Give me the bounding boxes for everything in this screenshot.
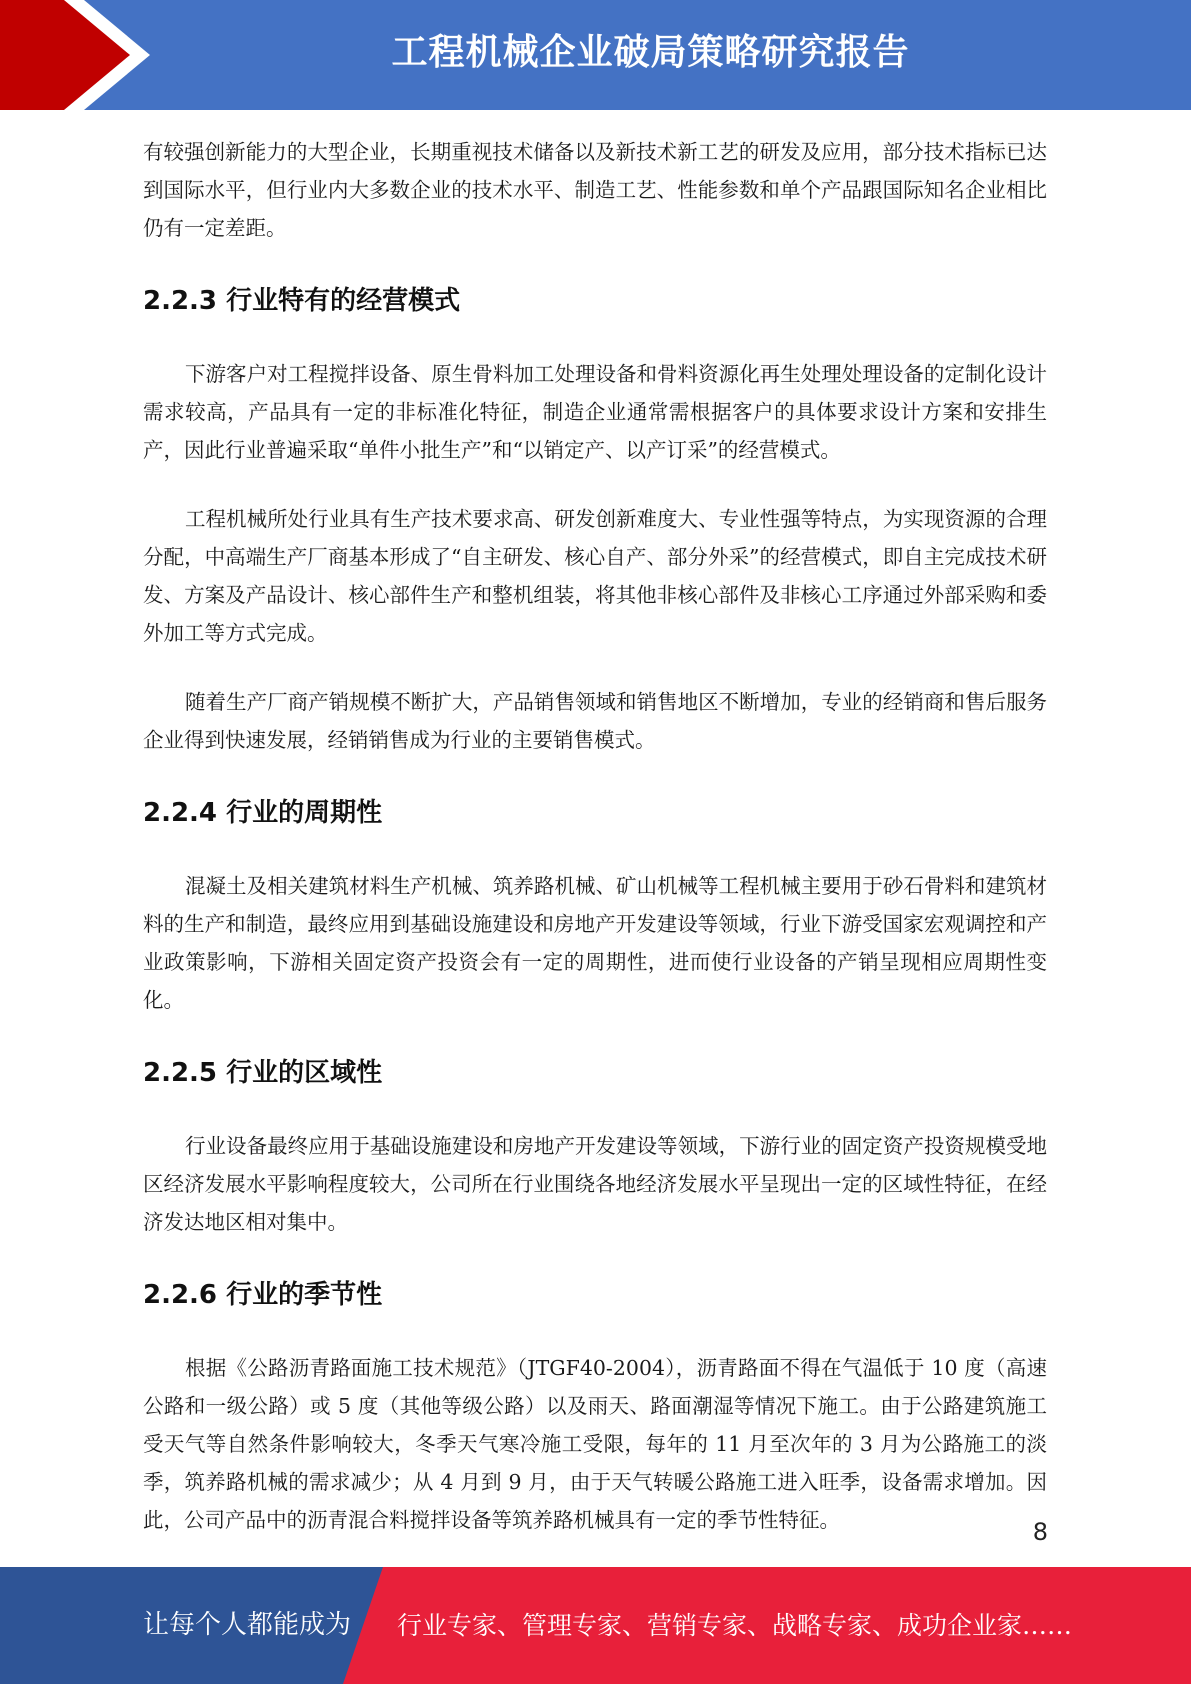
paragraph: 行业设备最终应用于基础设施建设和房地产开发建设等领域，下游行业的固定资产投资规模受地区经济发展水平影响程度较大，公司所在行业围绕各地经济发展水平呈现出一定的区域性特征，在经济发达地区相对集中。 (143, 1134, 1047, 1234)
paragraph: 混凝土及相关建筑材料生产机械、筑养路机械、矿山机械等工程机械主要用于砂石骨料和建筑材料的生产和制造，最终应用到基础设施建设和房地产开发建设等领域，行业下游受国家宏观调控和产业政策影响，下游相关固定资产投资会有一定的周期性，进而使行业设备的产销呈现相应周期性变化。 (143, 874, 1047, 1012)
section-heading-2-2-3: 2.2.3 行业特有的经营模式 (143, 286, 461, 316)
header-chevron-icon (0, 0, 150, 110)
report-title: 工程机械企业破局策略研究报告 (391, 32, 910, 73)
intro-paragraph: 有较强创新能力的大型企业，长期重视技术储备以及新技术新工艺的研发及应用，部分技术指标已达到国际水平，但行业内大多数企业的技术水平、制造工艺、性能参数和单个产品跟国际知名企业相比仍有一定差距。 (143, 140, 1047, 240)
page-header (0, 0, 1191, 110)
paragraph: 根据《公路沥青路面施工技术规范》（JTGF40-2004），沥青路面不得在气温低于 10 度（高速公路和一级公路）或 5 度（其他等级公路）以及雨天、路面潮湿等情况下施工。由于公路建筑施工受天气等自然条件影响较大，冬季天气寒冷施工受限，每年的 11 月至次年的 3 月为公路施工的淡季，筑养路机械的需求减少；从 4 月到 9 月，由于天气转暖公路施工进入旺季，设备需求增加。因此，公司产品中的沥青混合料搅拌设备等筑养路机械具有一定的季节性特征。 (143, 1356, 1047, 1532)
footer-slogan-lead: 让每个人都能成为 (143, 1610, 352, 1640)
paragraph: 随着生产厂商产销规模不断扩大，产品销售领域和销售地区不断增加，专业的经销商和售后服务企业得到快速发展，经销销售成为行业的主要销售模式。 (143, 690, 1047, 752)
page-number: 8 (1032, 1518, 1048, 1546)
page-footer (0, 1567, 1191, 1684)
paragraph: 下游客户对工程搅拌设备、原生骨料加工处理设备和骨料资源化再生处理处理设备的定制化设计需求较高，产品具有一定的非标准化特征，制造企业通常需根据客户的具体要求设计方案和安排生产，因此行业普遍采取“单件小批生产”和“以销定产、以产订采”的经营模式。 (143, 362, 1047, 462)
paragraph: 工程机械所处行业具有生产技术要求高、研发创新难度大、专业性强等特点，为实现资源的合理分配，中高端生产厂商基本形成了“自主研发、核心自产、部分外采”的经营模式，即自主完成技术研发、方案及产品设计、核心部件生产和整机组装，将其他非核心部件及非核心工序通过外部采购和委外加工等方式完成。 (143, 507, 1047, 645)
section-heading-2-2-5: 2.2.5 行业的区域性 (143, 1058, 383, 1088)
page-content (143, 133, 1047, 1539)
footer-slogan-roles: 行业专家、管理专家、营销专家、战略专家、成功企业家…… (397, 1611, 1073, 1640)
section-heading-2-2-6: 2.2.6 行业的季节性 (143, 1280, 383, 1310)
section-heading-2-2-4: 2.2.4 行业的周期性 (143, 798, 383, 828)
